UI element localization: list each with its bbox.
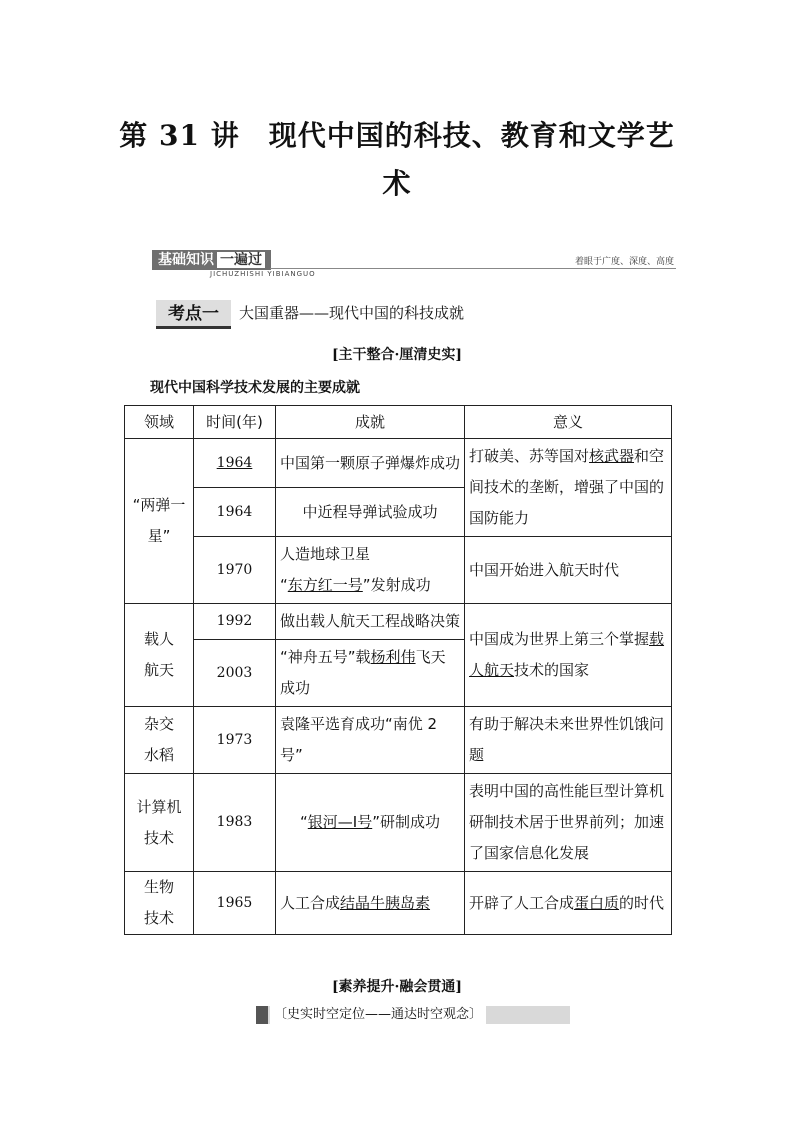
cell-year: 1965 bbox=[194, 872, 276, 935]
cell-significance: 表明中国的高性能巨型计算机研制技术居于世界前列；加速了国家信息化发展 bbox=[465, 774, 672, 872]
section-banner bbox=[152, 250, 676, 276]
header-field: 领域 bbox=[125, 406, 194, 439]
table-header-row bbox=[125, 406, 672, 439]
header-achievement: 成就 bbox=[276, 406, 465, 439]
table-row bbox=[125, 774, 672, 872]
bottom-banner-text: 〔史实时空定位——通达时空观念〕 bbox=[270, 1006, 486, 1024]
cell-field: 计算机技术 bbox=[125, 774, 194, 872]
banner-badge-sub: 一遍过 bbox=[217, 252, 265, 268]
banner-pinyin: JICHUZHISHI YIBIANGUO bbox=[210, 270, 316, 278]
table-row bbox=[125, 872, 672, 935]
cell-year: 1983 bbox=[194, 774, 276, 872]
underlined-term: 银河—Ⅰ号 bbox=[307, 813, 373, 831]
underlined-term: 东方红一号 bbox=[287, 576, 363, 594]
cell-year: 1973 bbox=[194, 707, 276, 774]
cell-significance: 打破美、苏等国对核武器和空间技术的垄断，增强了中国的国防能力 bbox=[465, 439, 672, 537]
cell-year: 2003 bbox=[194, 640, 276, 707]
cell-achievement: “神舟五号”载杨利伟飞天成功 bbox=[276, 640, 465, 707]
cell-year bbox=[194, 439, 276, 488]
header-year: 时间(年) bbox=[194, 406, 276, 439]
cell-significance: 中国开始进入航天时代 bbox=[465, 537, 672, 604]
table-row bbox=[125, 604, 672, 640]
section-label-secondary: [素养提升·融会贯通] bbox=[331, 979, 463, 995]
cell-achievement: 袁隆平选育成功“南优 2 号” bbox=[276, 707, 465, 774]
table-caption: 现代中国科学技术发展的主要成就 bbox=[150, 380, 360, 396]
header-significance: 意义 bbox=[465, 406, 672, 439]
underlined-term: 核武器 bbox=[589, 447, 635, 465]
cell-field: “两弹一星” bbox=[125, 439, 194, 604]
page-title bbox=[100, 112, 694, 208]
table-row bbox=[125, 439, 672, 488]
cell-field: 杂交水稻 bbox=[125, 707, 194, 774]
cell-achievement: 人造地球卫星 “东方红一号”发射成功 bbox=[276, 537, 465, 604]
cell-field: 生物技术 bbox=[125, 872, 194, 935]
title-line-2: 术 bbox=[382, 167, 412, 200]
underlined-term: 蛋白质 bbox=[574, 893, 620, 912]
underlined-term: 载人航天 bbox=[469, 630, 665, 679]
cell-achievement: 中国第一颗原子弹爆炸成功 bbox=[276, 439, 465, 488]
table-row bbox=[125, 707, 672, 774]
year-underlined: 1964 bbox=[216, 454, 253, 471]
cell-year: 1992 bbox=[194, 604, 276, 640]
cell-field: 载人航天 bbox=[125, 604, 194, 707]
banner-divider bbox=[270, 268, 676, 269]
banner-badge bbox=[152, 250, 271, 270]
underlined-term: 结晶牛胰岛素 bbox=[340, 893, 431, 912]
cell-achievement: “银河—Ⅰ号”研制成功 bbox=[276, 774, 465, 872]
banner-motto: 着眼于广度、深度、高度 bbox=[574, 257, 674, 267]
cell-significance: 有助于解决未来世界性饥饿问题 bbox=[465, 707, 672, 774]
bottom-banner bbox=[256, 1006, 570, 1024]
kaodian-heading bbox=[156, 300, 464, 326]
cell-achievement: 做出载人航天工程战略决策 bbox=[276, 604, 465, 640]
cell-achievement: 中近程导弹试验成功 bbox=[276, 488, 465, 537]
section-label-main: [主干整合·厘清史实] bbox=[331, 347, 463, 363]
kaodian-text: 大国重器——现代中国的科技成就 bbox=[239, 304, 465, 322]
cell-significance: 开辟了人工合成蛋白质的时代 bbox=[465, 872, 672, 935]
cell-year: 1964 bbox=[194, 488, 276, 537]
cell-significance: 中国成为世界上第三个掌握载人航天技术的国家 bbox=[465, 604, 672, 707]
cell-achievement: 人工合成结晶牛胰岛素 bbox=[276, 872, 465, 935]
table-row bbox=[125, 537, 672, 604]
underlined-term: 杨利伟 bbox=[370, 648, 416, 666]
banner-block-decoration bbox=[256, 1006, 268, 1024]
title-line-1: 第 31 讲 现代中国的科技、教育和文学艺 bbox=[119, 119, 675, 152]
cell-year: 1970 bbox=[194, 537, 276, 604]
kaodian-tag: 考点一 bbox=[156, 300, 231, 329]
banner-badge-label: 基础知识 bbox=[158, 252, 214, 268]
achievements-table bbox=[124, 405, 672, 935]
